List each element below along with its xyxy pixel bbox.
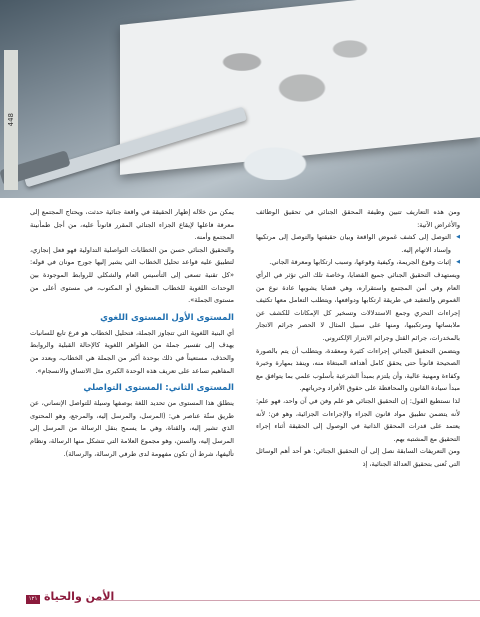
body-paragraph: ينطلق هذا المستوى من تحديد اللغة بوصفها وسيلة للتواصل الإنساني، عن طريق ستّة عناصر هي: (المرسل، والمرسل إليه، والمرجع، وهو المحتوى الذي تشير إليه، والقناة، وهي ما يسمح بنقل الرسالة من المرسل إلى المرسل إليه، والسنن، وهو مجموع العلامة التي تتشكل منها الرسالة، ونظام تأليفها، شرط أن تكون مفهومة لدى طرفي الرسالة، والرسالة). bbox=[30, 399, 234, 458]
forensic-photo bbox=[0, 0, 480, 198]
page-number: ١٢١ bbox=[26, 595, 40, 604]
body-paragraph: لذا نستطيع القول: إن التحقيق الجنائي هو علم وفن في آن واحد، فهو علم: لأنه يتضمن تطبيق مواد قانون الجزاء والإجراءات الجزائية، وهو فن: لأنه يعتمد على قدرات المحقق الذاتية في الوصول إلى الحقيقة أثناء إجراء التحقيق مع المشتبه بهم. bbox=[256, 396, 460, 443]
purpose-list bbox=[256, 231, 460, 269]
powder-brush bbox=[230, 140, 320, 180]
page-footer bbox=[0, 577, 480, 617]
body-paragraph: والتحقيق الجنائي حسن من الخطابات التواصلية التداولية فهو فعل إنجازي، لتطبيق عليه قواعد تحليل الخطاب التي يشير إليها جورج مونان في قوله: «كل تقنية تسعى إلى التأسيس العام والشكلي للروابط الموجودة بين الوحدات اللغوية للخطاب المنطوق أو المكتوب، في مستوى أعلى من مستوى الجملة». bbox=[30, 245, 234, 305]
left-text-column bbox=[30, 206, 234, 460]
evidence-ruler bbox=[4, 50, 18, 190]
body-paragraph: ويتضمن التحقيق الجنائي إجراءات كثيرة ومعقدة، ويتطلب أن يتم بالصورة الصحيحة قانوناً حتى يحقق كامل أهدافه المبتغاة منه، وينفذ بمهارة وخبرة وكفاءة ومهنية عالية، وأن يلتزم بمبدأ الشرعية بأسلوب علمي بما يتوافق مع مبدأ سيادة القانون والمحافظة على حقوق الأفراد وحرياتهم. bbox=[256, 346, 460, 393]
footer-divider bbox=[96, 600, 480, 601]
intro-paragraph: ومن هذه التعاريف تتبين وظيفة المحقق الجنائي في تحقيق الوظائف والأغراض الآتية: bbox=[256, 208, 460, 229]
body-paragraph: يمكن من خلاله إظهار الحقيقة في واقعة جنائية حدثت، ويحتاج المجتمع إلى معرفة فاعلها لإيقاع الجزاء الجنائي المقرر قانوناً عليه، من أجل طمأنينة المجتمع وأمنه. bbox=[30, 208, 234, 242]
purpose-item: ◀ التوصل إلى كشف غموض الواقعة وبيان حقيقتها والتوصل إلى مرتكبها وإسناد الاتهام إليه. bbox=[256, 231, 460, 256]
ruler-label: 448 bbox=[7, 113, 15, 127]
section-heading: المستوى الثاني: المستوى التواصلي bbox=[83, 383, 234, 394]
body-paragraph: ومن التعريفات السابقة نصل إلى أن التحقيق الجنائي: هو أحد أهم الوسائل التي تُعنى بتحقيق العدالة الجنائية، إذ bbox=[256, 447, 460, 468]
body-paragraph: أي البنية اللغوية التي تتجاوز الجملة، فتحليل الخطاب هو فرع تابع للسانيات يهدف إلى تفسير جملة من الظواهر اللغوية كالإحالة القبلية والروابط والحذف، مستعيناً في ذلك بوحدة أكبر من الجملة هي الخطاب، وبعدد من المفاهيم تساعد على تعريف هذه الوحدة الكبرى مثل الاتساق والانسجام». bbox=[30, 328, 234, 375]
body-paragraph: ويستهدف التحقيق الجنائي جميع القضايا، وخاصة تلك التي تؤثر في الرأي العام وفي أمن المجتمع واستقراره، وهي قضايا يشوبها عادة نوع من الغموض والتعقيد في طريقة ارتكابها ودوافعها، ويتطلب التعامل معها تكثيف إجراءات التحري وجمع الاستدلالات وتسخير كل الإمكانات للكشف عن ملابساتها ومرتكبيها، ومنها على سبيل المثال لا الحصر جرائم الاتجار بالمخدرات، جرائم القتل وجرائم الابتزاز الإلكتروني. bbox=[256, 270, 460, 342]
section-heading: المستوى الأول المستوى اللغوي bbox=[100, 312, 234, 323]
magazine-title: الأمن والحياة bbox=[44, 590, 115, 603]
purpose-item: ◀ إثبات وقوع الجريمة، وكيفية وقوعها، وسبب ارتكابها ومعرفة الجاني. bbox=[256, 256, 460, 269]
right-text-column bbox=[256, 206, 460, 470]
